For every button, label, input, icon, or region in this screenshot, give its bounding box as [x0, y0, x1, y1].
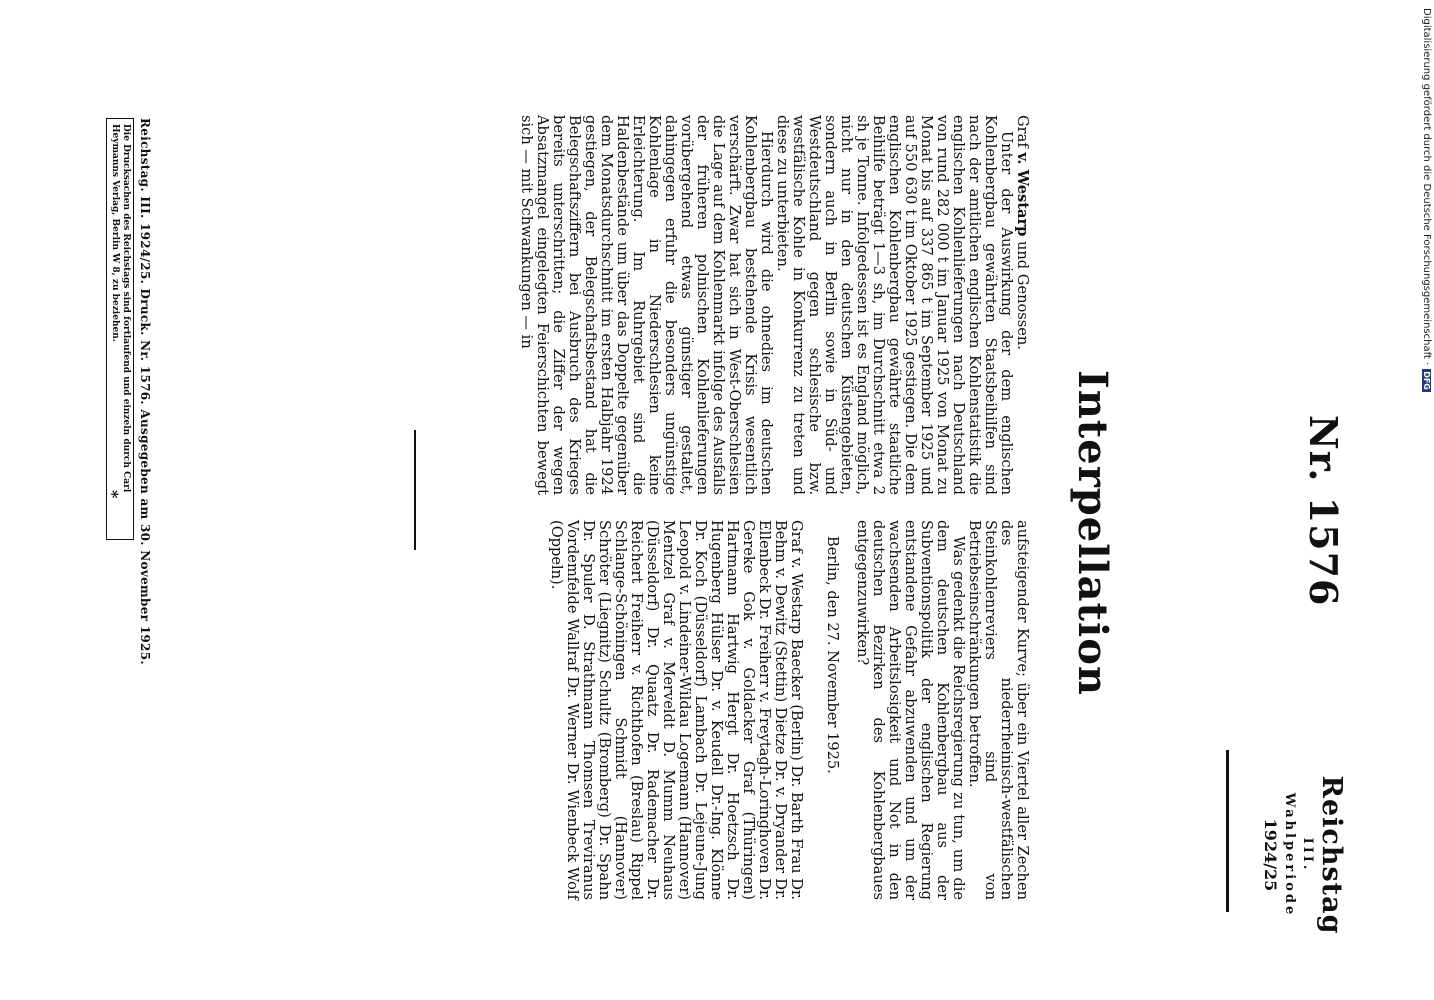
footer-distribution-note: Die Drucksachen des Reichstags sind fortlaufend und einzeln durch Carl Heymanns Verlag, Berlin W 8, zu beziehen. [106, 118, 134, 540]
asterisk-mark: * [103, 490, 122, 499]
header-rule [1226, 750, 1229, 912]
document-number: Nr. 1576 [1301, 415, 1346, 607]
paragraph: aufsteigender Kurve; über ein Viertel aller Zechen des niederrheinisch-westfälischen Steinkohlenreviers sind von Betriebseinschränkungen betroffen. [966, 520, 1031, 900]
left-column [518, 115, 1030, 495]
paragraph: Unter der Auswirkung der dem englischen Kohlenbergbau gewährten Staatsbeihilfen sind nach der amtlichen englischen Kohlenstatistik die englischen Kohlenlieferungen nach Deutschland von rund 282 000 t im Januar 1925 von Monat zu Monat bis auf 337 865 t im September 1925 und auf 550 630 t im Oktober 1925 gestiegen. Die dem englischen Kohlenbergbau gewährte staatliche Beihilfe beträgt 1—3 sh, im Durchschnitt etwa 2 sh je Tonne. Infolgedessen ist es England möglich, nicht nur in den deutschen Küstengebieten, sondern auch in Berlin sowie in Süd- und Westdeutschland gegen schlesische bzw. westfälische Kohle in Konkurrenz zu treten und diese zu unterbieten. [774, 115, 1015, 495]
document-title: Interpellation [1069, 370, 1116, 696]
authors-name: v. Westarp [1014, 152, 1031, 237]
dfg-logo-icon: DFG [1422, 371, 1432, 390]
signers-list: Graf v. Westarp Baecker (Berlin) Dr. Barth Frau Dr. Behm v. Dewitz (Stettin) Dietze Dr. v. Dryander Dr. Ellenbeck Dr. Freiherr v. Freytagh-Loringhoven Dr. Gereke Gok v. Goldacker Graf (Thüringen) Hartmann Hartwig Hergt Dr. Hoetzsch Dr. Hugenberg Hülser Dr. v. Keudell Dr.-Ing. Klönne Dr. Koch (Düsseldorf) Lambach Dr. Lejeune-Jung Leopold v. Lindeiner-Wildau Logemann (Hannover) Mentzel Graf v. Merveldt D. Mumm Neuhaus (Düsseldorf) Dr. Quaatz Dr. Rademacher Dr. Reichert Freiherr v. Richthofen (Breslau) Rippel Schlange-Schöningen Schmidt (Hannover) Schröter (Liegnitz) Schultz (Bromberg) Dr. Spahn Dr. Spuler D. Strathmann Thomsen Treviranus Vordemfelde Wallraf Dr. Werner Dr. Wienbeck Wolf (Oppeln). [548, 520, 805, 900]
reichstag-label: Reichstag [1316, 775, 1347, 935]
section-rule [414, 430, 416, 550]
wahlperiode-label: III. Wahlperiode [1282, 792, 1315, 918]
footer [106, 118, 152, 918]
header-block [1260, 775, 1346, 935]
period-years: 1924/25 [1261, 818, 1280, 892]
date-line: Berlin, den 27. November 1925. [824, 536, 841, 774]
authors-graf: Graf [1014, 115, 1031, 148]
footer-imprint: Reichstag. III. 1924/25. Druck. Nr. 1576. Ausgegeben am 30. November 1925. [138, 118, 152, 665]
paragraph: Was gedenkt die Reichsregierung zu tun, um die dem deutschen Kohlenbergbau aus der Subventionspolitik der englischen Regierung entstandene Gefahr abzuwenden und um der wachsenden Arbeitslosigkeit und Not in den deutschen Bezirken des Kohlenbergbaues entgegenzuwirken? [854, 520, 967, 900]
digitization-credit [1420, 8, 1434, 388]
right-column [548, 520, 1030, 900]
authors-rest: und Genossen. [1014, 241, 1031, 350]
paragraph: Hierdurch wird die ohnedies im deutschen Kohlenbergbau bestehende Krisis wesentlich verschärft. Zwar hat sich in West-Oberschlesien die Lage auf dem Kohlenmarkt infolge des Ausfalls der früheren polnischen Kohlenlieferungen vorübergehend etwas günstiger gestaltet, dahingegen erfuhr die besonders ungünstige Kohlenlage in Niederschlesien keine Erleichterung. Im Ruhrgebiet sind die Haldenbestände um über das Doppelte gegenüber dem Monatsdurchschnitt im ersten Halbjahr 1924 gestiegen, der Belegschaftsbestand hat die Belegschaftsziffern bei Ausbruch des Krieges bereits unterschritten; die Ziffer der wegen Absatzmangel eingelegten Feierschichten bewegt sich — mit Schwankungen — in [518, 115, 775, 495]
digitization-credit-text-wrap [1420, 8, 1434, 388]
digitization-credit-text: Digitalisierung gefördert durch die Deutsche Forschungsgemeinschaft · [1421, 8, 1433, 366]
authors-line [1014, 115, 1030, 495]
